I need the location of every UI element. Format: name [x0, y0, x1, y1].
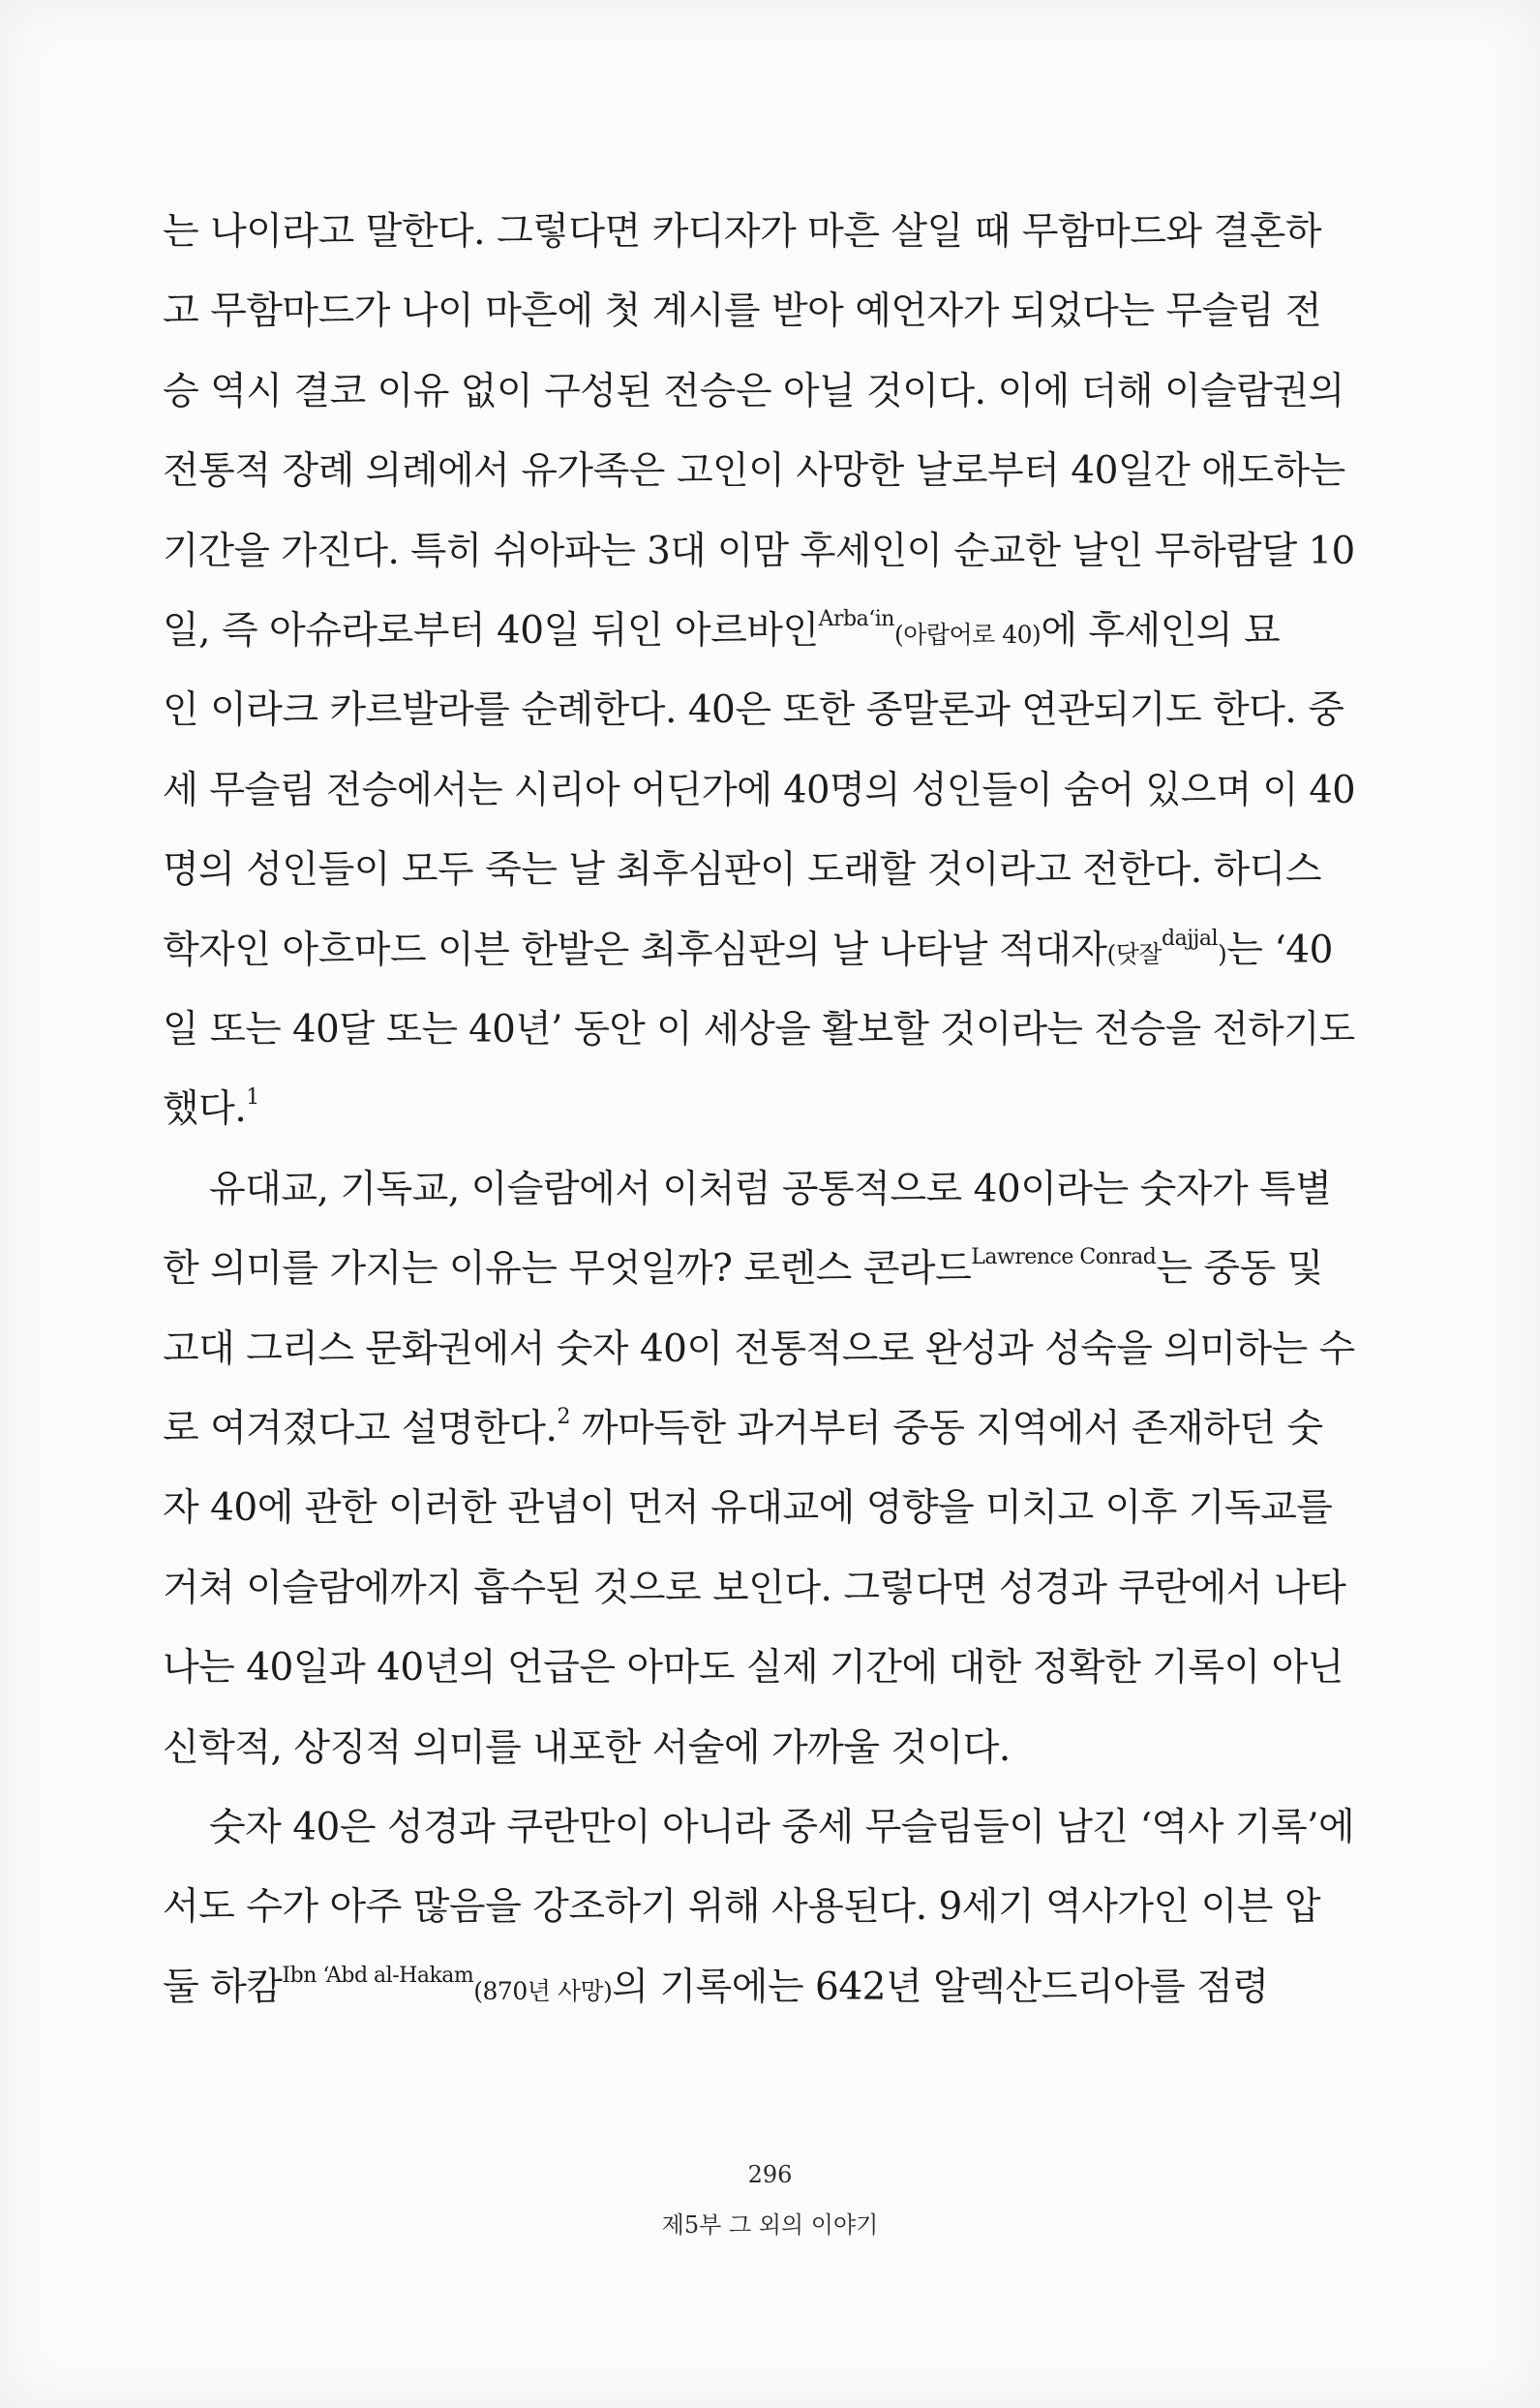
line-segment: 신학적, 상징적 의미를 내포한 서술에 가까울 것이다. [163, 1725, 1011, 1770]
line-segment: 는 ‘40 [1226, 928, 1333, 972]
superscript-text: 2 [557, 1405, 570, 1429]
text-line [163, 1634, 1355, 1702]
superscript-text: dajjal [1162, 926, 1219, 951]
line-segment: 전통적 장례 의례에서 유가족은 고인이 사망한 날로부터 40일간 애도하는 [163, 449, 1345, 494]
text-line [163, 1555, 1355, 1623]
text-line [163, 1874, 1355, 1941]
line-segment: 기간을 가진다. 특히 쉬아파는 3대 이맘 후세인이 순교한 날인 무하람달 10 [163, 529, 1355, 573]
line-segment: 는 중동 및 [1156, 1247, 1323, 1292]
line-segment: 명의 성인들이 모두 죽는 날 최후심판이 도래할 것이라고 전한다. 하디스 [163, 848, 1322, 893]
line-segment: (870년 사망) [473, 1976, 613, 2005]
text-line [163, 278, 1355, 346]
text-line [163, 1794, 1355, 1862]
superscript-text: Arba‘in [818, 607, 894, 631]
text-line [163, 597, 1355, 665]
superscript-text: 1 [246, 1085, 259, 1111]
line-segment: 학자인 아흐마드 이븐 한발은 최후심판의 날 나타날 적대자 [163, 928, 1107, 972]
text-line [163, 837, 1355, 904]
page-number: 296 [747, 2161, 793, 2188]
line-segment: 한 의미를 가지는 이유는 무엇일까? 로렌스 콘라드 [163, 1247, 972, 1292]
superscript-text: Ibn ‘Abd al-Hakam [282, 1963, 474, 1988]
line-segment: 일 또는 40달 또는 40년’ 동안 이 세상을 활보할 것이라는 전승을 전하기도 [163, 1008, 1355, 1052]
text-line [163, 1954, 1355, 2022]
text-line [163, 1235, 1355, 1303]
line-segment: 유대교, 기독교, 이슬람에서 이처럼 공통적으로 40이라는 숫자가 특별 [209, 1167, 1332, 1211]
line-segment: 숫자 40은 성경과 쿠란만이 아니라 중세 무슬림들이 남긴 ‘역사 기록’에 [209, 1806, 1355, 1849]
superscript-text: Lawrence Conrad [971, 1245, 1157, 1270]
line-segment: 까마득한 과거부터 중동 지역에서 존재하던 숫 [569, 1407, 1323, 1450]
text-line [163, 1475, 1355, 1542]
line-segment: 는 나이라고 말한다. 그렇다면 카디자가 마흔 살일 때 무함마드와 결혼하 [163, 210, 1322, 254]
line-segment: 고 무함마드가 나이 마흔에 첫 계시를 받아 예언자가 되었다는 무슬림 전 [163, 290, 1322, 334]
text-line [163, 1076, 1355, 1143]
line-segment: 에 후세인의 묘 [1041, 609, 1281, 653]
line-segment: 로 여겨졌다고 설명한다. [163, 1407, 558, 1450]
text-line [163, 1715, 1355, 1783]
text-line [163, 917, 1355, 985]
text-line [163, 1395, 1355, 1463]
text-line [163, 757, 1356, 825]
line-segment: 의 기록에는 642년 알렉산드리아를 점령 [612, 1965, 1269, 2009]
line-segment: 나는 40일과 40년의 언급은 아마도 실제 기간에 대한 정확한 기록이 아닌 [163, 1646, 1344, 1691]
text-line [163, 1316, 1353, 1384]
line-segment: ) [1218, 939, 1227, 968]
line-segment: 일, 즉 아슈라로부터 40일 뒤인 아르바인 [163, 609, 819, 653]
text-line [163, 518, 1355, 586]
text-line [163, 198, 1355, 266]
text-line [163, 677, 1355, 745]
chapter-title: 제5부 그 외의 이야기 [661, 2211, 879, 2239]
line-segment: 자 40에 관한 이러한 관념이 먼저 유대교에 영향을 미치고 이후 기독교를 [163, 1486, 1333, 1531]
line-segment: 둘 하캄 [163, 1965, 283, 2009]
line-segment: (아랍어로 40) [893, 621, 1042, 649]
text-line [163, 1156, 1355, 1224]
line-segment: 거쳐 이슬람에까지 흡수된 것으로 보인다. 그렇다면 성경과 쿠란에서 나타 [163, 1566, 1346, 1610]
text-line [163, 996, 1355, 1064]
line-segment: 인 이라크 카르발라를 순례한다. 40은 또한 종말론과 연관되기도 한다. 중 [163, 688, 1344, 733]
line-segment: 고대 그리스 문화권에서 숫자 40이 전통적으로 완성과 성숙을 의미하는 수 [163, 1326, 1355, 1371]
line-segment: (닷잘 [1106, 939, 1163, 968]
line-segment: 했다. [163, 1087, 247, 1132]
line-segment: 승 역시 결코 이유 없이 구성된 전승은 아닐 것이다. 이에 더해 이슬람권의 [163, 369, 1344, 413]
text-line [163, 358, 1355, 426]
line-segment: 서도 수가 아주 많음을 강조하기 위해 사용된다. 9세기 역사가인 이븐 압 [163, 1885, 1321, 1930]
line-segment: 세 무슬림 전승에서는 시리아 어딘가에 40명의 성인들이 숨어 있으며 이 40 [163, 768, 1356, 812]
text-line [163, 438, 1355, 505]
